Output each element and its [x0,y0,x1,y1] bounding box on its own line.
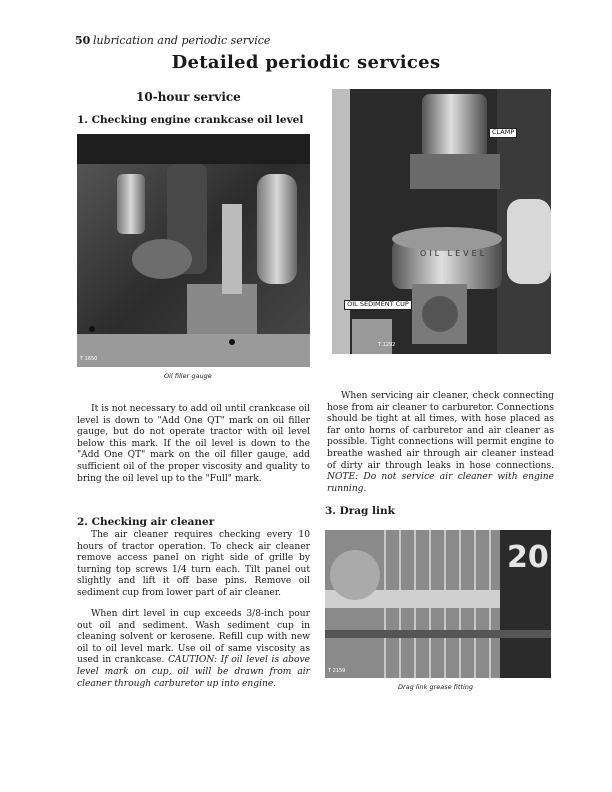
oil-level-embossed: OIL LEVEL [420,249,488,258]
clamp-label: CLAMP [489,128,517,138]
photo-air-cleaner [332,89,551,354]
photo-oil-filler-gauge [77,134,310,367]
figure-number: T 2159 [328,668,346,674]
caution-text: CAUTION: If oil level is above level mark on cup, oil will be drawn from air cleaner through carburetor up into engine. [77,655,310,689]
figure-caption: Oil filler gauge [164,372,212,380]
paragraph-oil-level: It is not necessary to add oil until crankcase oil level is down to "Add One QT" mark on oil filler gauge, but do not operate tractor with oil level below this mark. If the oil level is down to the "Add One QT" mark on the oil filler gauge, add sufficient oil of the proper viscosity and quality to bring the oil level up to the "Full" mark. [77,404,310,484]
figure-number: T 1292 [378,342,396,348]
section-heading: 10-hour service [136,90,241,104]
photo-drag-link [325,530,551,678]
note-text: NOTE: Do not service air cleaner with engine running. [327,472,554,494]
grille-number: 20 [507,540,549,575]
figure-number: T 1650 [80,356,98,362]
step-heading-drag-link: 3. Drag link [325,505,395,517]
step-heading-oil-level: 1. Checking engine crankcase oil level [77,114,304,126]
oil-sediment-cup-label: OIL SEDIMENT CUP [344,300,412,310]
running-header: lubrication and periodic service [93,34,271,47]
page-number: 50 [75,34,91,47]
paragraph-sediment-cup: When dirt level in cup exceeds 3/8-inch pour out oil and sediment. Wash sediment cup in cleaning solvent or kerosene. Refill cup with new oil to oil level mark. Use oil of same viscosity as used in crankcase. CAUTION: If oil level is above level mark on cup, oil will be drawn from air cleaner through carburetor up into engine. [77,609,310,689]
figure-caption: Drag link grease fitting [398,683,473,691]
step-heading-air-cleaner: 2. Checking air cleaner [77,516,215,528]
paragraph-connecting-hose: When servicing air cleaner, check connecting hose from air cleaner to carburetor. Connections should be tight at all times, with hose placed as far onto horns of carburetor and air cleaner as possible. Tight connections will permit engine to breathe washed air through air cleaner instead of dirty air through leaks in hose connections. NOTE: Do not service air cleaner with engine running. [327,391,554,494]
paragraph-air-cleaner: The air cleaner requires checking every 10 hours of tractor operation. To check air cleaner remove access panel on right side of grille by turning top screws 1/4 turn each. Tilt panel out slightly and lift it off base pins. Remove oil sediment cup from lower part of air cleaner. [77,530,310,598]
page-title: Detailed periodic services [171,52,441,73]
